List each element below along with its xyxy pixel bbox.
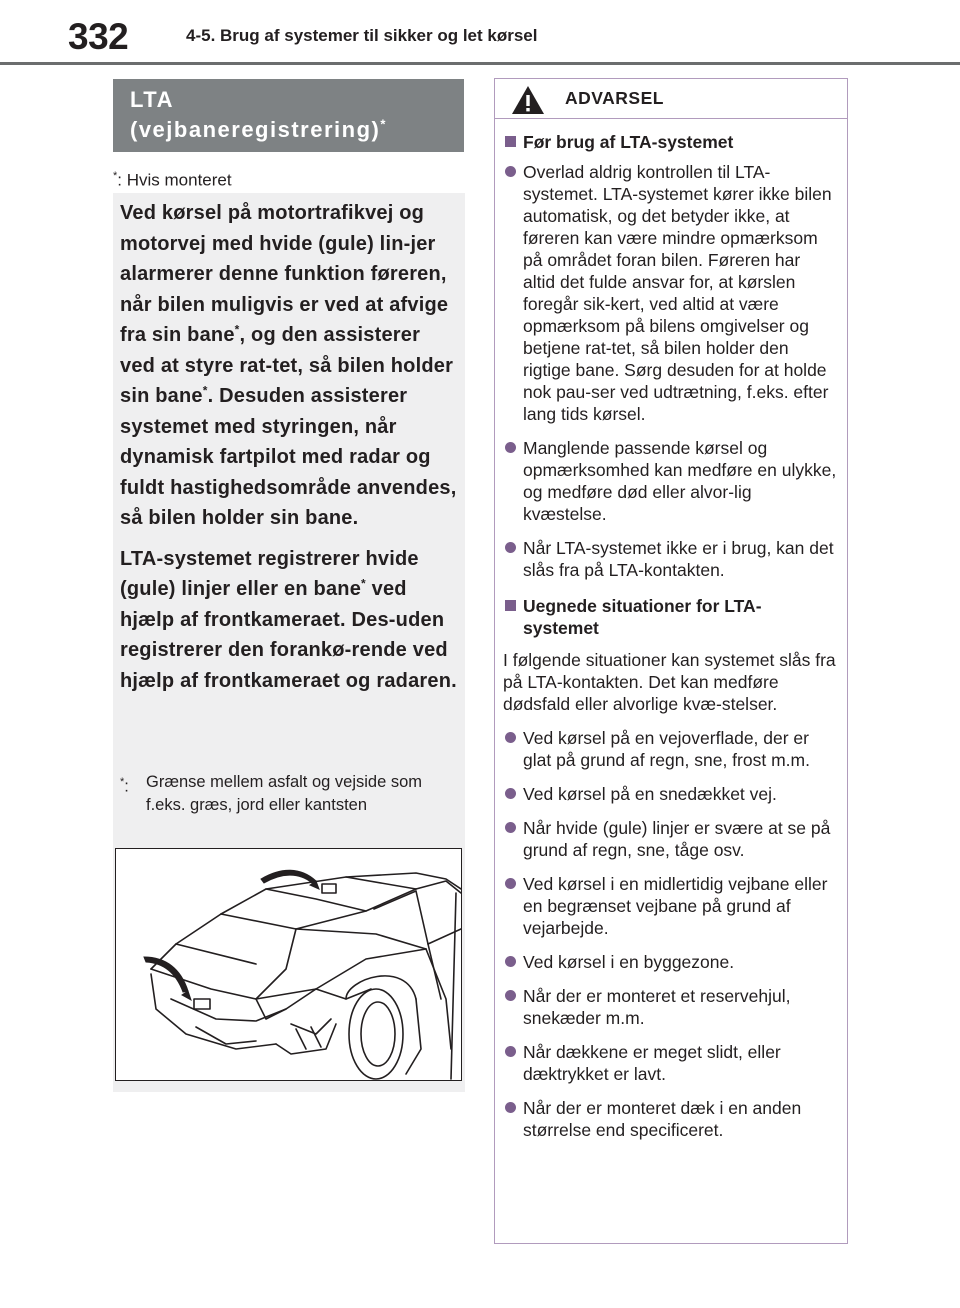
footnote-mark: * — [113, 170, 118, 182]
bullet-dot-icon — [505, 542, 516, 553]
list-item — [503, 873, 837, 939]
intro-paragraph-1 — [120, 198, 460, 534]
list-item — [503, 951, 837, 973]
list-item — [503, 985, 837, 1029]
bullet-dot-icon — [505, 822, 516, 833]
bullet-dot-icon — [505, 990, 516, 1001]
list-item — [503, 1097, 837, 1141]
section-title-text: (vejbaneregistrering) — [130, 117, 381, 142]
section2-intro: I følgende situationer kan systemet slås fra på LTA-kontakten. Det kan medføre dødsfald eller alvorlige kvæ-stelser. — [503, 650, 836, 714]
intro-p2-text-b: ved hjælp af frontkameraet. Des-uden registrerer den forankø-rende ved hjælp af frontkameraet og radaren. — [120, 578, 457, 692]
intro-p1-text-b: , og den assisterer ved at styre rat-tet, så bilen holder sin bane — [120, 324, 454, 407]
section1-title: Før brug af LTA-systemet — [523, 132, 734, 152]
bullet-dot-icon — [505, 956, 516, 967]
intro-text — [120, 198, 460, 696]
intro-p1-text-a: Ved kørsel på motortrafikvej og motorvej med hvide (gule) lin-jer alarmerer denne funktion føreren, når bilen muligvis er ved at afvige fra sin bane — [120, 202, 449, 346]
section-title-line1: LTA — [130, 87, 174, 112]
list-item-text: Når LTA-systemet ikke er i brug, kan det slås fra på LTA-kontakten. — [523, 538, 834, 580]
section-title-box — [113, 79, 464, 152]
intro-panel — [113, 193, 465, 1092]
list-item-text: Når hvide (gule) linjer er svære at se på grund af regn, sne, tåge osv. — [523, 818, 831, 860]
section2-title: Uegnede situationer for LTA-systemet — [523, 596, 762, 638]
page-header — [0, 0, 960, 62]
section-title-line2 — [130, 115, 464, 145]
intro-note-colon: : — [124, 777, 129, 796]
warning-title: ADVARSEL — [565, 88, 664, 108]
list-item — [503, 817, 837, 861]
warning-header — [495, 79, 847, 119]
intro-note-mark — [120, 771, 146, 817]
car-front-camera-radar-drawing — [116, 849, 462, 1081]
bullet-dot-icon — [505, 878, 516, 889]
list-item — [503, 727, 837, 771]
list-item-text: Ved kørsel på en snedækket vej. — [523, 784, 777, 804]
list-item-text: Ved kørsel i en midlertidig vejbane eller en begrænset vejbane på grund af vejarbejde. — [523, 874, 828, 938]
list-item-text: Ved kørsel på en vejoverflade, der er glat på grund af regn, sne, frost m.m. — [523, 728, 810, 770]
intro-paragraph-2 — [120, 544, 460, 697]
availability-footnote — [113, 170, 232, 191]
list-item-text: Ved kørsel i en byggezone. — [523, 952, 735, 972]
warning-body — [495, 119, 847, 1141]
bullet-dot-icon — [505, 1046, 516, 1057]
vehicle-illustration — [115, 848, 462, 1081]
square-bullet-icon — [505, 600, 516, 611]
intro-p2-mark: * — [361, 576, 366, 591]
list-item — [503, 537, 837, 581]
intro-p1-mark-1: * — [234, 322, 240, 337]
warning-box — [494, 78, 848, 1244]
bullet-dot-icon — [505, 442, 516, 453]
header-rule — [0, 62, 960, 65]
list-item — [503, 437, 837, 525]
warning-triangle-icon — [511, 85, 545, 115]
chapter-title: 4-5. Brug af systemer til sikker og let kørsel — [186, 26, 538, 45]
list-item — [503, 1041, 837, 1085]
bullet-dot-icon — [505, 732, 516, 743]
intro-p1-mark-2: * — [202, 383, 208, 398]
intro-note-star: * — [120, 776, 125, 788]
list-item — [503, 783, 837, 805]
bullet-dot-icon — [505, 166, 516, 177]
list-item-text: Når der er monteret dæk i en anden størrelse end specificeret. — [523, 1098, 802, 1140]
warning-section-heading — [503, 131, 837, 153]
list-item — [503, 161, 837, 425]
page-number: 332 — [68, 16, 129, 57]
list-item-text: Når dækkene er meget slidt, eller dæktrykket er lavt. — [523, 1042, 781, 1084]
intro-note — [120, 771, 460, 817]
section-title-mark: * — [380, 116, 387, 132]
warning-section-heading — [503, 595, 837, 639]
list-item-text: Når der er monteret et reservehjul, snekæder m.m. — [523, 986, 791, 1028]
bullet-dot-icon — [505, 1102, 516, 1113]
bullet-dot-icon — [505, 788, 516, 799]
intro-note-text: Grænse mellem asfalt og vejside som f.eks. græs, jord eller kantsten — [146, 773, 423, 814]
list-item-text: Manglende passende kørsel og opmærksomhed kan medføre en ulykke, og medføre død eller alvor-lig kvæstelse. — [523, 438, 837, 524]
square-bullet-icon — [505, 136, 516, 147]
footnote-text: : Hvis monteret — [117, 170, 232, 190]
list-item-text: Overlad aldrig kontrollen til LTA-systemet. LTA-systemet kører ikke bilen automatisk, og det betyder ikke, at føreren kan være mindre opmærksom på området foran bilen. Føreren har altid det fulde ansvar for, at kørslen foregår sik-kert, ved altid at være opmærksom på bilens omgivelser og betjene rat-tet, så bilen holder den rigtige bane. Sørg desuden for at holde nok pau-ser ved udtrætning, f.eks. efter lang tids kørsel. — [523, 162, 832, 424]
intro-p2-text-a: LTA-systemet registrerer hvide (gule) linjer eller en bane — [120, 547, 419, 600]
intro-p1-text-c: . Desuden assisterer systemet med styringen, når dynamisk fartpilot med radar og fuldt hastighedsområde anvendes, så bilen holder sin bane. — [120, 385, 457, 529]
